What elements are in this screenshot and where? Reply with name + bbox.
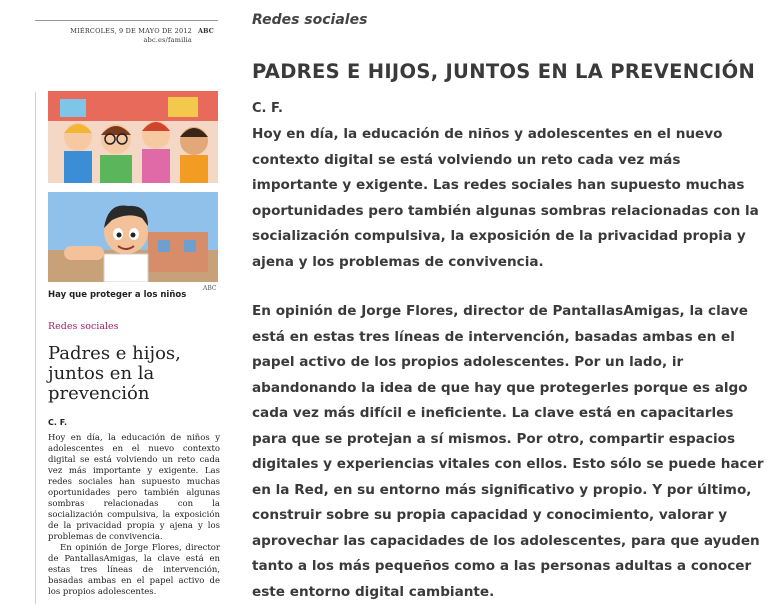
clipping-dateline	[40, 27, 192, 45]
photo-credit: ABC	[203, 285, 217, 292]
article-title: PADRES E HIJOS, JUNTOS EN LA PREVENCIÓN	[252, 60, 756, 83]
clipping-publication: ABC	[198, 27, 214, 35]
clipping-author: C. F.	[48, 418, 68, 427]
cartoon-boy-photo	[48, 192, 218, 282]
clipping-body	[48, 433, 220, 598]
clipping-paragraph: Hoy en día, la educación de niños y adolescentes en el nuevo contexto digital se está volviendo un reto cada vez más importante y exigente. Las redes sociales han supuesto muchas oportunidades pero también algunas sombras relacionadas con la socialización compulsiva, la exposición de la privacidad propia y ajena y los problemas de convivencia.	[48, 433, 220, 542]
clipping-column-rule	[35, 92, 36, 604]
clipping-paragraph: En opinión de Jorge Flores, director de PantallasAmigas, la clave está en estas tres líneas de intervención, basadas ambas en el papel activo de los propios adolescentes.	[48, 543, 220, 597]
clipping-title: Padres e hijos, juntos en la prevención	[48, 343, 181, 404]
clipping-date: MIÉRCOLES, 9 DE MAYO DE 2012	[70, 27, 192, 35]
article-section: Redes sociales	[252, 12, 368, 28]
clipping-section: Redes sociales	[48, 321, 119, 332]
cartoon-kids-photo	[48, 91, 218, 183]
clipping-top-rule	[35, 20, 218, 21]
article-body	[252, 122, 767, 605]
article-paragraph: Hoy en día, la educación de niños y adolescentes en el nuevo contexto digital se está volviendo un reto cada vez más importante y exigente. Las redes sociales han supuesto muchas oportunidades pero también algunas sombras relacionadas con la socialización compulsiva, la exposición de la privacidad propia y ajena y los problemas de convivencia.	[252, 126, 759, 270]
clipping-url: abc.es/familia	[143, 36, 192, 44]
article-author: C. F.	[252, 101, 283, 116]
photo-caption: Hay que proteger a los niños	[48, 290, 187, 300]
newspaper-clipping	[0, 0, 232, 604]
article-paragraph: En opinión de Jorge Flores, director de PantallasAmigas, la clave está en estas tres líneas de intervención, basadas ambas en el papel activo de los propios adolescentes. Por un lado, ir abandonando la idea de que hay que protegerles porque es algo cada vez más difícil e ineficiente. La clave está en capacitarles para que se protejan a sí mismos. Por otro, compartir espacios digitales y experiencias vitales con ellos. Esto sólo se puede hacer en la Red, en su entorno más significativo y propio. Y por último, construir sobre su propia capacidad y conocimiento, valorar y aprovechar las capacidades de los adolescentes, para que ayuden tanto a los más pequeños como a las personas adultas a conocer este entorno digital cambiante.	[252, 303, 764, 600]
